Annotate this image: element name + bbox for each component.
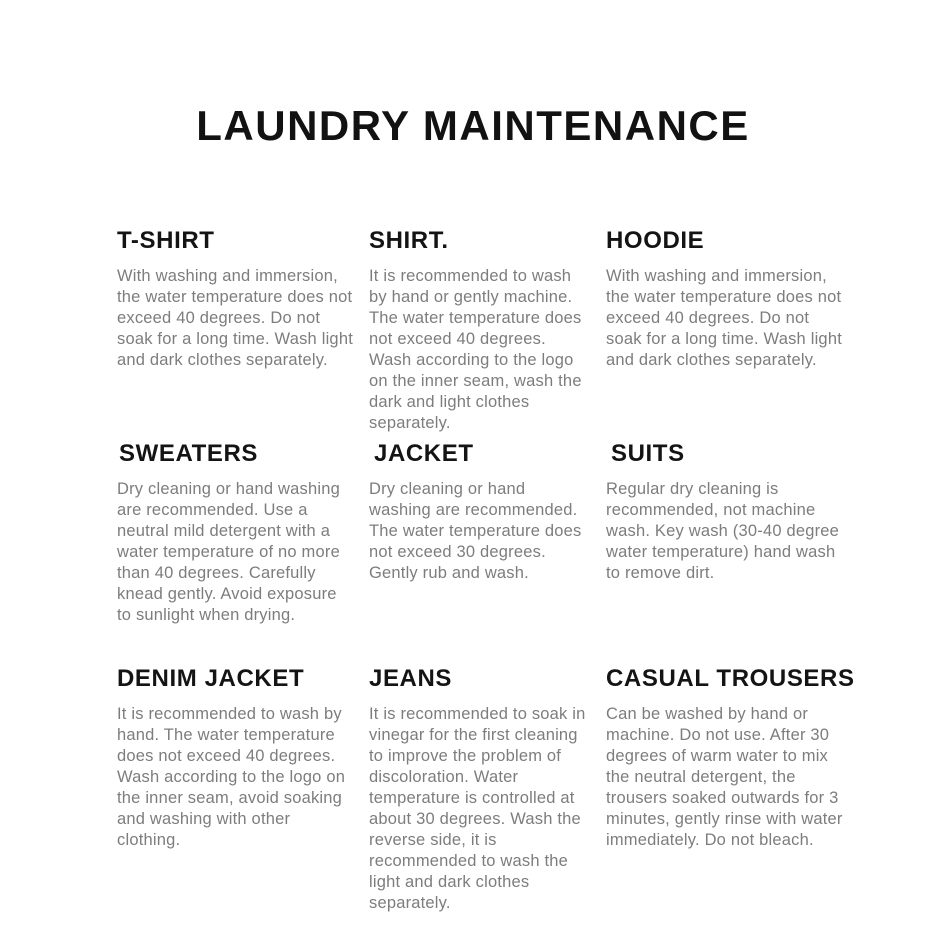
section-sweaters-heading: SWEATERS <box>119 440 259 467</box>
section-suits-heading: SUITS <box>611 440 685 467</box>
section-jeans-body: It is recommended to soak in vinegar for the first cleaning to improve the problem of discoloration. Water temperature is controlled at about 30 degrees. Wash the reverse side, it is recommended to wash the light and dark clothes separately. <box>369 705 586 912</box>
section-t-shirt-body: With washing and immersion, the water temperature does not exceed 40 degrees. Do not soak for a long time. Wash light and dark clothes separately. <box>117 267 353 369</box>
section-denim-jacket <box>117 665 369 914</box>
section-denim-jacket-body: It is recommended to wash by hand. The water temperature does not exceed 40 degrees. Wash according to the logo on the inner seam, avoid soaking and washing with other clothing. <box>117 705 346 849</box>
page-title: LAUNDRY MAINTENANCE <box>196 102 750 149</box>
section-jeans-heading: JEANS <box>369 665 453 692</box>
section-jacket-heading: JACKET <box>374 440 474 467</box>
section-shirt <box>369 227 606 440</box>
section-sweaters-body: Dry cleaning or hand washing are recommended. Use a neutral mild detergent with a water temperature of no more than 40 degrees. Carefully knead gently. Avoid exposure to sunlight when drying. <box>117 480 340 624</box>
section-jeans <box>369 665 606 914</box>
section-denim-jacket-heading: DENIM JACKET <box>117 665 305 692</box>
section-sweaters <box>117 440 369 665</box>
section-casual-trousers <box>606 665 859 914</box>
section-t-shirt <box>117 227 369 440</box>
section-jacket-body: Dry cleaning or hand washing are recommended. The water temperature does not exceed 30 degrees. Gently rub and wash. <box>369 480 582 582</box>
section-suits-body: Regular dry cleaning is recommended, not machine wash. Key wash (30-40 degree water temperature) hand wash to remove dirt. <box>606 480 840 582</box>
section-hoodie-heading: HOODIE <box>606 227 705 254</box>
section-hoodie-body: With washing and immersion, the water temperature does not exceed 40 degrees. Do not soak for a long time. Wash light and dark clothes separately. <box>606 267 842 369</box>
care-sections-grid <box>117 227 859 914</box>
section-hoodie <box>606 227 859 440</box>
section-casual-trousers-body: Can be washed by hand or machine. Do not use. After 30 degrees of warm water to mix the neutral detergent, the trousers soaked outwards for 3 minutes, gently rinse with water immediately. Do not bleach. <box>606 705 843 849</box>
section-shirt-heading: SHIRT. <box>369 227 449 254</box>
section-shirt-body: It is recommended to wash by hand or gently machine. The water temperature does not exceed 40 degrees. Wash according to the logo on the inner seam, wash the dark and light clothes separately. <box>369 267 582 432</box>
section-casual-trousers-heading: CASUAL TROUSERS <box>606 665 855 692</box>
section-t-shirt-heading: T-SHIRT <box>117 227 215 254</box>
section-jacket <box>369 440 606 665</box>
section-suits <box>606 440 859 665</box>
